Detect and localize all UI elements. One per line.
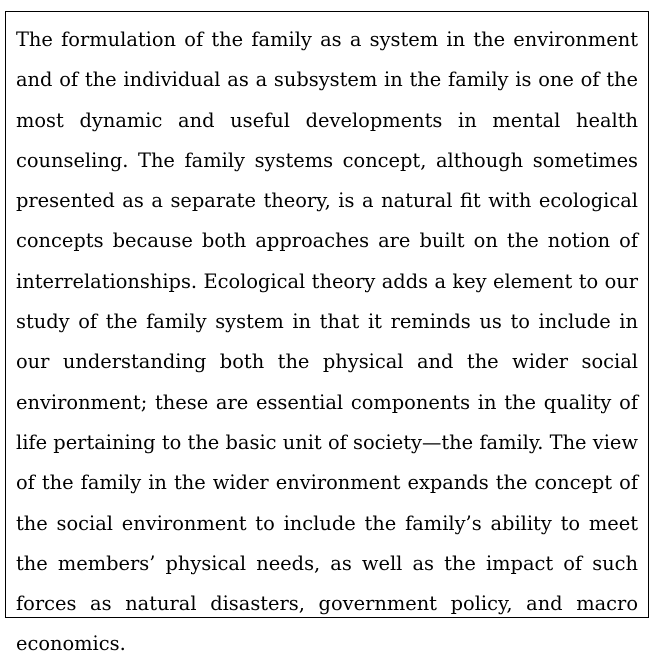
passage-box (5, 11, 649, 656)
passage-text: The formulation of the family as a system in the environment and of the individual as a subsystem in the family is one of the most dynamic and useful developments in mental health counseling. The family systems concept, although sometimes presented as a separate theory, is a natural fit with ecological concepts because both approaches are built on the notion of interrelationships. Ecological theory adds a key element to our study of the family system in that it reminds us to include in our understanding both the physical and the wider social environment; these are essential components in the quality of life pertaining to the basic unit of society—the family. The view of the family in the wider environment expands the concept of the social environment to include the family’s ability to meet the members’ physical needs, as well as the impact of such forces as natural disasters, government policy, and macro economics. (16, 28, 638, 656)
